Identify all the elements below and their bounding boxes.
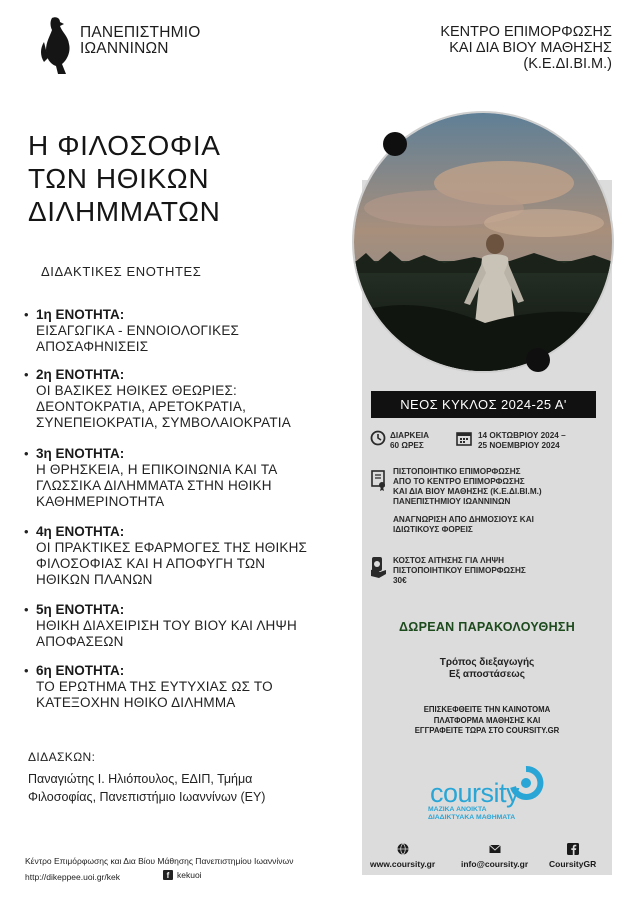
unit-description [36,383,354,431]
visit-line: ΠΛΑΤΦΟΡΜΑ ΜΑΘΗΣΗΣ ΚΑΙ [433,715,541,725]
visit-line: ΕΠΙΣΚΕΦΘΕΙΤΕ ΤΗΝ ΚΑΙΝΟΤΟΜΑ [423,705,551,714]
cost-line: ΚΟΣΤΟΣ ΑΙΤΗΣΗΣ ΓΙΑ ΛΗΨΗ [393,556,505,565]
title-line: ΤΩΝ ΗΘΙΚΩΝ [28,163,210,194]
bullet-icon: • [24,602,29,617]
units-heading: ΔΙΔΑΚΤΙΚΕΣ ΕΝΟΤΗΤΕΣ [41,264,202,279]
calendar-icon [456,430,472,451]
unit-line: ΣΥΝΕΠΕΙΟΚΡΑΤΙΑ, ΣΥΜΒΟΛΑΙΟΚΡΑΤΙΑ [36,415,291,430]
certificate-line: ΚΑΙ ΔΙΑ ΒΙΟΥ ΜΑΘΗΣΗΣ (Κ.Ε.ΔΙ.ΒΙ.Μ.) [393,487,542,496]
unit-line: ΟΙ ΒΑΣΙΚΕΣ ΗΘΙΚΕΣ ΘΕΩΡΙΕΣ: [36,383,237,398]
footer-facebook-link[interactable] [163,870,202,880]
unit-line: ΔΕΟΝΤΟΚΡΑΤΙΑ, ΑΡΕΤΟΚΡΑΤΙΑ, [36,399,247,414]
unit-line: ΦΙΛΟΣΟΦΙΑΣ ΚΑΙ Η ΑΠΟΦΥΓΗ ΤΩΝ [36,556,266,571]
unit-description [36,618,354,650]
unit-label: 2η ΕΝΟΤΗΤΑ: [36,367,125,382]
certificate-line: ΑΠΟ ΤΟ ΚΕΝΤΡΟ ΕΠΙΜΟΡΦΩΣΗΣ [393,477,525,486]
certificate-icon [371,470,387,497]
unit-label: 3η ΕΝΟΤΗΤΑ: [36,446,125,461]
dates-line: 25 ΝΟΕΜΒΡΙΟΥ 2024 [478,441,560,450]
mail-icon [489,843,501,855]
bullet-icon: • [24,524,29,539]
unit-line: ΚΑΘΗΜΕΡΙΝΟΤΗΤΑ [36,494,165,509]
decorative-dot [383,132,407,156]
unit-item-6 [24,663,354,711]
unit-item-4 [24,524,354,588]
certificate-info [393,467,542,507]
new-cycle-banner: ΝΕΟΣ ΚΥΚΛΟΣ 2024-25 Α' [371,391,596,418]
cost-line: ΠΙΣΤΟΠΟΙΗΤΙΚΟΥ ΕΠΙΜΟΡΦΩΣΗΣ [393,566,526,575]
university-name-line: ΠΑΝΕΠΙΣΤΗΜΙΟ [80,24,201,41]
instructor-line: Φιλοσοφίας, Πανεπιστήμιο Ιωαννίνων (ΕΥ) [28,790,266,804]
bullet-icon: • [24,446,29,461]
website-text: www.coursity.gr [370,859,436,869]
mode-line: Εξ αποστάσεως [449,669,525,680]
duration-info [390,431,429,451]
unit-item-5 [24,602,354,650]
dates-line: 14 ΟΚΤΩΒΡΙΟΥ 2024 – [478,431,566,440]
footer-center-name: Κέντρο Επιμόρφωσης και Δια Βίου Μάθησης Πανεπιστημίου Ιωαννίνων [25,856,294,866]
center-name-line: ΚΑΙ ΔΙΑ ΒΙΟΥ ΜΑΘΗΣΗΣ [449,40,612,56]
unit-item-2 [24,367,354,431]
footer-url-link[interactable]: http://dikeppee.uoi.gr/kek [25,872,120,882]
instructor-line: Παναγιώτης Ι. Ηλιόπουλος, ΕΔΙΠ, Τμήμα [28,772,253,786]
clock-icon [370,430,386,451]
email-link[interactable] [461,843,528,869]
title-line: Η ΦΙΛΟΣΟΦΙΑ [28,130,221,161]
facebook-handle: kekuoi [177,870,202,880]
coursity-tagline [428,806,515,822]
unit-label: 5η ΕΝΟΤΗΤΑ: [36,602,125,617]
tagline-line: ΔΙΑΔΙΚΤΥΑΚΑ ΜΑΘΗΜΑΤΑ [428,814,516,821]
unit-description [36,540,354,588]
instructor-heading: ΔΙΔΑΣΚΩΝ: [28,750,96,764]
unit-line: ΑΠΟΦΑΣΕΩΝ [36,634,124,649]
facebook-icon [567,843,579,855]
recognition-info [393,515,534,535]
visit-platform-text [362,705,612,737]
center-name-line: ΚΕΝΤΡΟ ΕΠΙΜΟΡΦΩΣΗΣ [440,24,612,40]
globe-icon [397,843,409,855]
unit-line: ΕΙΣΑΓΩΓΙΚΑ - ΕΝΝΟΙΟΛΟΓΙΚΕΣ [36,323,240,338]
unit-label: 1η ΕΝΟΤΗΤΑ: [36,307,125,322]
unit-line: ΟΙ ΠΡΑΚΤΙΚΕΣ ΕΦΑΡΜΟΓΕΣ ΤΗΣ ΗΘΙΚΗΣ [36,540,308,555]
recognition-line: ΙΔΙΩΤΙΚΟΥΣ ΦΟΡΕΙΣ [393,525,473,534]
delivery-mode [362,657,612,681]
university-logo-eagle [38,14,80,76]
recognition-line: ΑΝΑΓΝΩΡΙΣΗ ΑΠΟ ΔΗΜΟΣΙΟΥΣ ΚΑΙ [393,515,534,524]
mode-line: Τρόπος διεξαγωγής [439,657,535,668]
bullet-icon: • [24,307,29,322]
unit-description [36,462,354,510]
unit-item-3 [24,446,354,510]
certificate-line: ΠΙΣΤΟΠΟΙΗΤΙΚΟ ΕΠΙΜΟΡΦΩΣΗΣ [393,467,521,476]
program-title [28,129,221,228]
lifelong-learning-center-name [440,24,612,72]
unit-label: 6η ΕΝΟΤΗΤΑ: [36,663,125,678]
unit-line: ΤΟ ΕΡΩΤΗΜΑ ΤΗΣ ΕΥΤΥΧΙΑΣ ΩΣ ΤΟ [36,679,273,694]
decorative-dot [526,348,550,372]
unit-line: ΑΠΟΣΑΦΗΝΙΣΕΙΣ [36,339,149,354]
unit-description [36,679,354,711]
unit-line: ΗΘΙΚΗ ΔΙΑΧΕΙΡΙΣΗ ΤΟΥ ΒΙΟΥ ΚΑΙ ΛΗΨΗ [36,618,297,633]
dates-info [478,431,566,451]
unit-label: 4η ΕΝΟΤΗΤΑ: [36,524,125,539]
bullet-icon: • [24,663,29,678]
center-name-line: (Κ.Ε.ΔΙ.ΒΙ.Μ.) [523,56,612,72]
duration-line: 60 ΩΡΕΣ [390,441,424,450]
certificate-line: ΠΑΝΕΠΙΣΤΗΜΙΟΥ ΙΩΑΝΝΙΝΩΝ [393,497,511,506]
coursity-logo-text: coursity [430,778,520,808]
email-text: info@coursity.gr [461,859,529,869]
university-name-line: ΙΩΑΝΝΙΝΩΝ [80,40,169,57]
cost-line: 30€ [393,576,407,585]
cost-info [393,556,526,586]
duration-line: ΔΙΑΡΚΕΙΑ [390,431,430,440]
university-name [80,25,200,57]
facebook-page-link[interactable] [549,843,596,869]
unit-item-1 [24,307,354,355]
free-attendance-label: ΔΩΡΕΑΝ ΠΑΡΑΚΟΛΟΥΘΗΣΗ [398,620,576,634]
unit-line: ΗΘΙΚΩΝ ΠΛΑΝΩΝ [36,572,153,587]
website-link[interactable] [370,843,435,869]
unit-line: Η ΘΡΗΣΚΕΙΑ, Η ΕΠΙΚΟΙΝΩΝΙΑ ΚΑΙ ΤΑ [36,462,278,477]
instructor-details [28,770,265,806]
cost-hand-icon [370,556,388,585]
unit-description [36,323,354,355]
bullet-icon: • [24,367,29,382]
title-line: ΔΙΛΗΜΜΑΤΩΝ [28,196,221,227]
unit-line: ΓΛΩΣΣΙΚΑ ΔΙΛΗΜΜΑΤΑ ΣΤΗΝ ΗΘΙΚΗ [36,478,272,493]
tagline-line: ΜΑΖΙΚΑ ΑΝΟΙΚΤΑ [428,806,487,813]
visit-line: ΕΓΓΡΑΦΕΙΤΕ ΤΩΡΑ ΣΤΟ COURSITY.GR [414,726,560,735]
facebook-page-text: CoursityGR [549,859,597,869]
unit-line: ΚΑΤΕΞΟΧΗΝ ΗΘΙΚΟ ΔΙΛΗΜΜΑ [36,695,236,710]
facebook-icon: f [163,870,173,880]
